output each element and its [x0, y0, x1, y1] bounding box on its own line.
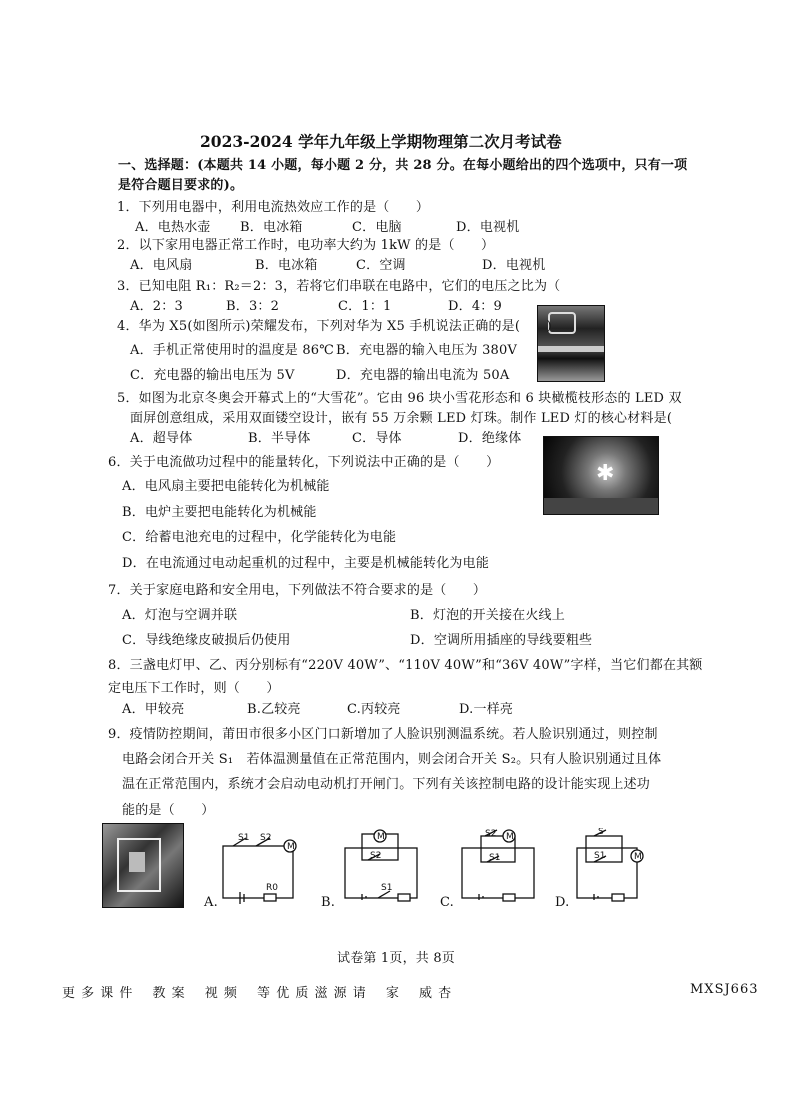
q2-stem: 2．以下家用电器正常工作时，电功率大约为 1kW 的是（ ）: [117, 238, 495, 253]
q8-option-b: B.乙较亮: [247, 702, 301, 717]
q2-option-a: A．电风扇: [130, 258, 193, 273]
q7-stem: 7．关于家庭电路和安全用电，下列做法不符合要求的是（ ）: [108, 583, 487, 598]
q1-stem: 1．下列用电器中，利用电流热效应工作的是（ ）: [117, 200, 430, 215]
q9-option-d: D.: [555, 895, 570, 910]
bottom-banner: 更 多 课 件 教 案 视 频 等 优 质 滋 源 请 家 威 杏: [62, 986, 453, 1001]
q7-option-d: D．空调所用插座的导线要粗些: [410, 633, 593, 648]
q1-option-c: C．电脑: [352, 220, 402, 235]
page-title: 2023-2024 学年九年级上学期物理第二次月考试卷: [200, 132, 562, 151]
section-heading-cont: 是符合题目要求的)。: [118, 178, 244, 193]
q6-option-d: D．在电流通过电动起重机的过程中，主要是机械能转化为电能: [122, 556, 490, 571]
q9-stem: 9．疫情防控期间，莆田市很多小区门口新增加了人脸识别测温系统。若人脸识别通过，则控制: [108, 727, 658, 742]
q9-stem-4: 能的是（ ）: [122, 803, 215, 818]
q3-option-d: D．4：9: [448, 299, 502, 314]
q2-option-c: C．空调: [356, 258, 406, 273]
q4-option-b: B．充电器的输入电压为 380V: [336, 343, 518, 358]
q8-option-d: D.一样亮: [459, 702, 514, 717]
svg-text:M: M: [634, 852, 642, 862]
q6-option-a: A．电风扇主要把电能转化为机械能: [122, 479, 330, 494]
svg-text:M: M: [506, 832, 514, 842]
q3-option-c: C．1：1: [338, 299, 392, 314]
q9-option-c: C.: [440, 895, 455, 910]
q7-option-b: B．灯泡的开关接在火线上: [410, 608, 565, 623]
q7-option-c: C．导线绝缘皮破损后仍使用: [122, 633, 291, 648]
q8-option-a: A．甲较亮: [122, 702, 185, 717]
q9-stem-3: 温在正常范围内，系统才会启动电动机打开闸门。下列有关该控制电路的设计能实现上述功: [122, 777, 651, 792]
q9-option-b: B.: [321, 895, 336, 910]
circuit-c-diagram: [457, 828, 547, 908]
svg-text:S2: S2: [370, 851, 382, 861]
svg-text:S1: S1: [381, 883, 393, 893]
q3-option-a: A．2：3: [130, 299, 183, 314]
svg-text:R0: R0: [266, 883, 278, 893]
q8-option-c: C.丙较亮: [347, 702, 401, 717]
svg-text:S1: S1: [594, 851, 606, 861]
q6-stem: 6．关于电流做功过程中的能量转化，下列说法中正确的是（ ）: [108, 455, 500, 470]
svg-text:M: M: [287, 842, 295, 852]
page-number-footer: 试卷第 1页，共 8页: [337, 951, 456, 966]
q5-option-a: A．超导体: [130, 431, 193, 446]
section-heading: 一、选择题：(本题共 14 小题，每小题 2 分，共 28 分。在每小题给出的四个选项中，只有一项: [118, 158, 688, 173]
q4-option-d: D．充电器的输出电流为 50A: [336, 368, 510, 383]
q8-stem: 8．三盏电灯甲、乙、丙分别标有“220V 40W”、“110V 40W”和“36V 40W”字样，当它们都在其额: [108, 658, 703, 673]
q5-option-c: C．导体: [352, 431, 402, 446]
q4-option-a: A．手机正常使用时的温度是 86℃: [130, 343, 335, 358]
q6-option-c: C．给蓄电池充电的过程中，化学能转化为电能: [122, 530, 397, 545]
circuit-b-diagram: [340, 828, 430, 908]
q1-option-d: D．电视机: [456, 220, 520, 235]
q1-option-b: B．电冰箱: [240, 220, 303, 235]
svg-text:S1: S1: [489, 853, 501, 863]
q8-stem-cont: 定电压下工作时，则（ ）: [108, 681, 280, 696]
q1-option-a: A．电热水壶: [135, 220, 211, 235]
q9-option-a: A.: [204, 895, 218, 910]
q5-option-b: B．半导体: [248, 431, 311, 446]
q4-stem: 4．华为 X5(如图所示)荣耀发布，下列对华为 X5 手机说法正确的是( ): [117, 319, 552, 334]
q4-option-c: C．充电器的输出电压为 5V: [130, 368, 295, 383]
q7-option-a: A．灯泡与空调并联: [122, 608, 238, 623]
q9-stem-2: 电路会闭合开关 S₁ 若体温测量值在正常范围内，则会闭合开关 S₂。只有人脸识别通过且体: [122, 752, 662, 767]
document-code: MXSJ663: [690, 982, 759, 997]
q5-stem: 5．如图为北京冬奥会开幕式上的“大雪花”。它由 96 块小雪花形态和 6 块橄榄枝形态的 LED 双: [117, 391, 682, 406]
q6-option-b: B．电炉主要把电能转化为机械能: [122, 505, 317, 520]
q3-stem: 3．已知电阻 R₁：R₂＝2：3，若将它们串联在电路中，它们的电压之比为（: [117, 279, 561, 294]
q5-option-d: D．绝缘体: [458, 431, 522, 446]
svg-text:S1: S1: [238, 833, 250, 843]
circuit-d-diagram: [572, 828, 662, 908]
phone-image: [537, 305, 605, 382]
q2-option-d: D．电视机: [482, 258, 546, 273]
q3-option-b: B．3：2: [226, 299, 280, 314]
svg-text:S2: S2: [260, 833, 272, 843]
snowflake-image: ✱: [543, 436, 659, 515]
q5-stem-cont: 面屏创意组成，采用双面镂空设计，嵌有 55 万余颗 LED 灯珠。制作 LED 灯的核心材料是(: [130, 411, 673, 426]
svg-text:S2: S2: [485, 829, 497, 839]
q2-option-b: B．电冰箱: [255, 258, 318, 273]
circuit-a-diagram: [218, 832, 308, 907]
svg-text:M: M: [377, 832, 385, 842]
gate-image: [102, 823, 184, 908]
svg-text:S: S: [598, 828, 604, 837]
